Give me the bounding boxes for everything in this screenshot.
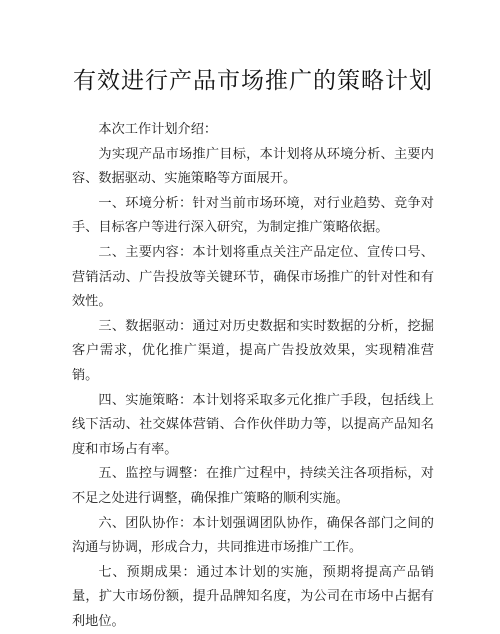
paragraph-teamwork: 六、团队协作：本计划强调团队协作，确保各部门之间的沟通与协调，形成合力，共同推进市场推广工作。	[72, 515, 434, 556]
paragraph-overview: 为实现产品市场推广目标，本计划将从环境分析、主要内容、数据驱动、实施策略等方面展开。	[72, 146, 434, 187]
paragraph-intro: 本次工作计划介绍：	[98, 122, 218, 137]
document-body	[72, 118, 434, 634]
paragraph-expected-results: 七、预期成果：通过本计划的实施，预期将提高产品销量，扩大市场份额，提升品牌知名度，为公司在市场中占据有利地位。	[72, 564, 434, 629]
paragraph-monitoring: 五、监控与调整：在推广过程中，持续关注各项指标，对不足之处进行调整，确保推广策略的顺利实施。	[72, 466, 434, 506]
paragraph-data-driven: 三、数据驱动：通过对历史数据和实时数据的分析，挖掘客户需求，优化推广渠道，提高广告投放效果，实现精准营销。	[72, 318, 434, 383]
paragraph-environment-analysis: 一、环境分析：针对当前市场环境，对行业趋势、竞争对手、目标客户等进行深入研究，为制定推广策略依据。	[72, 195, 434, 236]
paragraph-implementation-strategy: 四、实施策略：本计划将采取多元化推广手段，包括线上线下活动、社交媒体营销、合作伙伴助力等，以提高产品知名度和市场占有率。	[72, 392, 434, 457]
paragraph-main-content: 二、主要内容：本计划将重点关注产品定位、宣传口号、营销活动、广告投放等关键环节，确保市场推广的针对性和有效性。	[72, 244, 434, 310]
document-title: 有效进行产品市场推广的策略计划	[73, 68, 433, 94]
